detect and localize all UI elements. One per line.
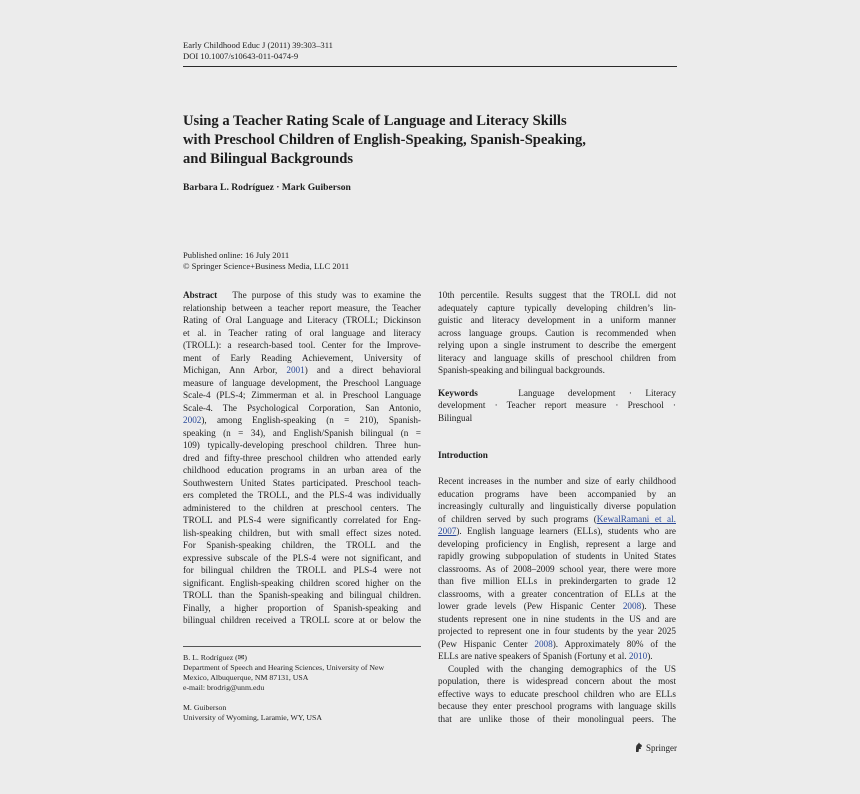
abstract-line: expressive subscale of the PLS-4 were not significant, and <box>183 552 421 563</box>
body-line: classrooms, with a greater concentration of ELLs at the <box>438 588 676 599</box>
abstract-line: ment of Early Reading Achievement, University of <box>183 352 421 363</box>
published-date: Published online: 16 July 2011 <box>183 250 290 260</box>
keywords-line: Keywords Language development · Literacy <box>438 387 676 398</box>
abstract-line: across language groups. Caution is recommended when <box>438 327 676 338</box>
title-line: Using a Teacher Rating Scale of Language and Literacy Skills <box>183 113 567 129</box>
abstract-line: 109) typically-developing preschool children. Three hun- <box>183 440 421 450</box>
abstract-line: 2002), among English-speaking (n = 210), Spanish- <box>183 415 421 425</box>
introduction-body <box>438 475 676 725</box>
body-line: of children served by such programs (KewalRamani et al. <box>438 513 676 524</box>
affiliation-line: University of Wyoming, Laramie, WY, USA <box>183 713 322 722</box>
body-line: classrooms. As of 2008–2009 school year, there were more <box>438 563 676 574</box>
citation-link[interactable]: 2007 <box>438 526 457 536</box>
body-line: developing proficiency in English, represent a large and <box>438 538 676 549</box>
abstract-line: Abstract The purpose of this study was to examine the <box>183 290 421 300</box>
abstract-line: relying upon a single instrument to describe the emergent <box>438 340 676 350</box>
abstract-line: ers completed the TROLL, and the PLS-4 was individually <box>183 490 421 500</box>
body-line: than five million ELLs in prekindergarten to grade 12 <box>438 576 676 586</box>
abstract-line: guistic and literacy development in a uniform manner <box>438 315 676 325</box>
author-name: M. Guiberson <box>183 703 227 712</box>
copyright: © Springer Science+Business Media, LLC 2011 <box>183 261 350 271</box>
abstract-line: Scale-4. The Psychological Corporation, San Antonio, <box>183 402 421 413</box>
title-line: and Bilingual Backgrounds <box>183 151 354 167</box>
abstract-line: lish-speaking children, but with small effect sizes noted. <box>183 527 421 538</box>
author-affiliation-2 <box>183 703 421 723</box>
body-line: Coupled with the changing demographics of the US <box>448 663 676 674</box>
body-line: Recent increases in the number and size of early childhood <box>438 476 676 486</box>
body-line: (Pew Hispanic Center 2008). Approximately 80% of the <box>438 638 676 649</box>
abstract-line: TROLL and PLS-4 were significantly correlated for Eng- <box>183 515 421 525</box>
email[interactable]: e-mail: brodrig@unm.edu <box>183 683 265 692</box>
body-line: education programs have been accompanied by an <box>438 488 676 499</box>
keywords-line: development · Teacher report measure · Preschool · <box>438 400 676 410</box>
abstract-continued-column <box>438 289 676 424</box>
abstract-line: dred and fifty-three preschool children who attended early <box>183 452 421 463</box>
abstract-line: relationship between a teacher report measure, the Teacher <box>183 302 421 313</box>
abstract-line: et al. in Teacher rating of oral language and literacy <box>183 327 421 338</box>
affiliation-line: Department of Speech and Hearing Sciences, University of New <box>183 663 385 672</box>
affiliation-line: Mexico, Albuquerque, NM 87131, USA <box>183 673 309 682</box>
abstract-line: speaking (n = 34), and English/Spanish bilingual (n = <box>183 427 421 438</box>
keywords-block <box>438 387 676 425</box>
body-line: increasingly culturally and linguistically diverse population <box>438 501 676 511</box>
citation-link[interactable]: KewalRamani et al. <box>596 513 676 524</box>
abstract-line: Scale-4 (PLS-4; Zimmerman et al. in Preschool Language <box>183 390 421 400</box>
keywords-line: Bilingual <box>438 412 473 423</box>
author-list: Barbara L. Rodríguez · Mark Guiberson <box>183 182 351 193</box>
keywords-label: Keywords <box>438 387 478 398</box>
publisher-logo <box>634 742 677 753</box>
abstract-line: bilingual children received a TROLL score at or below the <box>183 615 421 625</box>
body-line: that are unlike those of their monolingual peers. The <box>438 713 676 724</box>
publication-info <box>183 250 349 272</box>
publisher-name: Springer <box>646 742 677 753</box>
body-line: 2007). English language learners (ELLs), students who are <box>438 526 676 536</box>
header-rule <box>183 66 677 67</box>
citation-link[interactable]: 2010 <box>628 651 648 661</box>
abstract-line: TROLL than the Spanish-speaking and bilingual children. <box>183 590 421 600</box>
abstract-line: Rating of Oral Language and Literacy (TROLL; Dickinson <box>183 315 421 325</box>
abstract-column <box>183 289 421 627</box>
abstract-line: Southwestern United States participated. Preschool teach- <box>183 477 421 488</box>
abstract-line: Michigan, Ann Arbor, 2001) and a direct behavioral <box>183 365 421 375</box>
citation-link[interactable]: 2008 <box>534 638 553 649</box>
body-line: projected to represent one in four students by the year 2025 <box>438 626 676 636</box>
abstract-line: For Spanish-speaking children, the TROLL and the <box>183 540 421 550</box>
abstract-line: significant. English-speaking children scored higher on the <box>183 577 421 588</box>
abstract-line: administered to the children at preschool centers. The <box>183 502 421 513</box>
body-line: effective ways to educate preschool children who are ELLs <box>438 688 676 699</box>
abstract-line: literacy and language skills of preschool children from <box>438 352 676 363</box>
author-name: B. L. Rodríguez (✉) <box>183 653 247 662</box>
article-title <box>183 112 677 169</box>
abstract-line: Spanish-speaking and bilingual backgrounds. <box>438 365 605 375</box>
journal-header <box>183 40 677 62</box>
citation-link[interactable]: 2002 <box>183 415 202 425</box>
envelope-icon[interactable]: ✉ <box>237 653 245 662</box>
citation-link[interactable]: 2008 <box>622 601 642 611</box>
abstract-line: childhood education programs in an urban area of the <box>183 465 421 475</box>
abstract-line: 10th percentile. Results suggest that the TROLL did not <box>438 290 676 300</box>
journal-citation: Early Childhood Educ J (2011) 39:303–311 <box>183 40 333 50</box>
section-heading-introduction: Introduction <box>438 450 488 460</box>
body-line: population, there is widespread concern about the most <box>438 676 676 686</box>
abstract-label: Abstract <box>183 290 218 300</box>
abstract-line: Finally, a higher proportion of Spanish-speaking and <box>183 602 421 613</box>
abstract-line: adequately capture typically developing children’s lin- <box>438 302 676 313</box>
body-line: students represent one in nine students in the US and are <box>438 613 676 624</box>
body-line: because they enter preschool programs with language skills <box>438 701 676 711</box>
body-line: rapidly growing subpopulation of students in United States <box>438 551 676 561</box>
body-line: ELLs are native speakers of Spanish (Fortuny et al. 2010). <box>438 651 653 661</box>
abstract-line: measure of language development, the Preschool Language <box>183 377 421 388</box>
springer-horse-icon <box>634 742 644 753</box>
doi[interactable]: DOI 10.1007/s10643-011-0474-9 <box>183 51 299 61</box>
citation-link[interactable]: 2001 <box>286 365 305 375</box>
footnote-rule <box>183 646 421 647</box>
author-affiliation-1 <box>183 653 421 693</box>
body-line: lower grade levels (Pew Hispanic Center 2008). These <box>438 601 676 611</box>
abstract-line: (TROLL): a research-based tool. Center for the Improve- <box>183 340 421 350</box>
abstract-line: for bilingual children the TROLL and PLS-4 were not <box>183 565 421 575</box>
title-line: with Preschool Children of English-Speaking, Spanish-Speaking, <box>183 132 586 148</box>
